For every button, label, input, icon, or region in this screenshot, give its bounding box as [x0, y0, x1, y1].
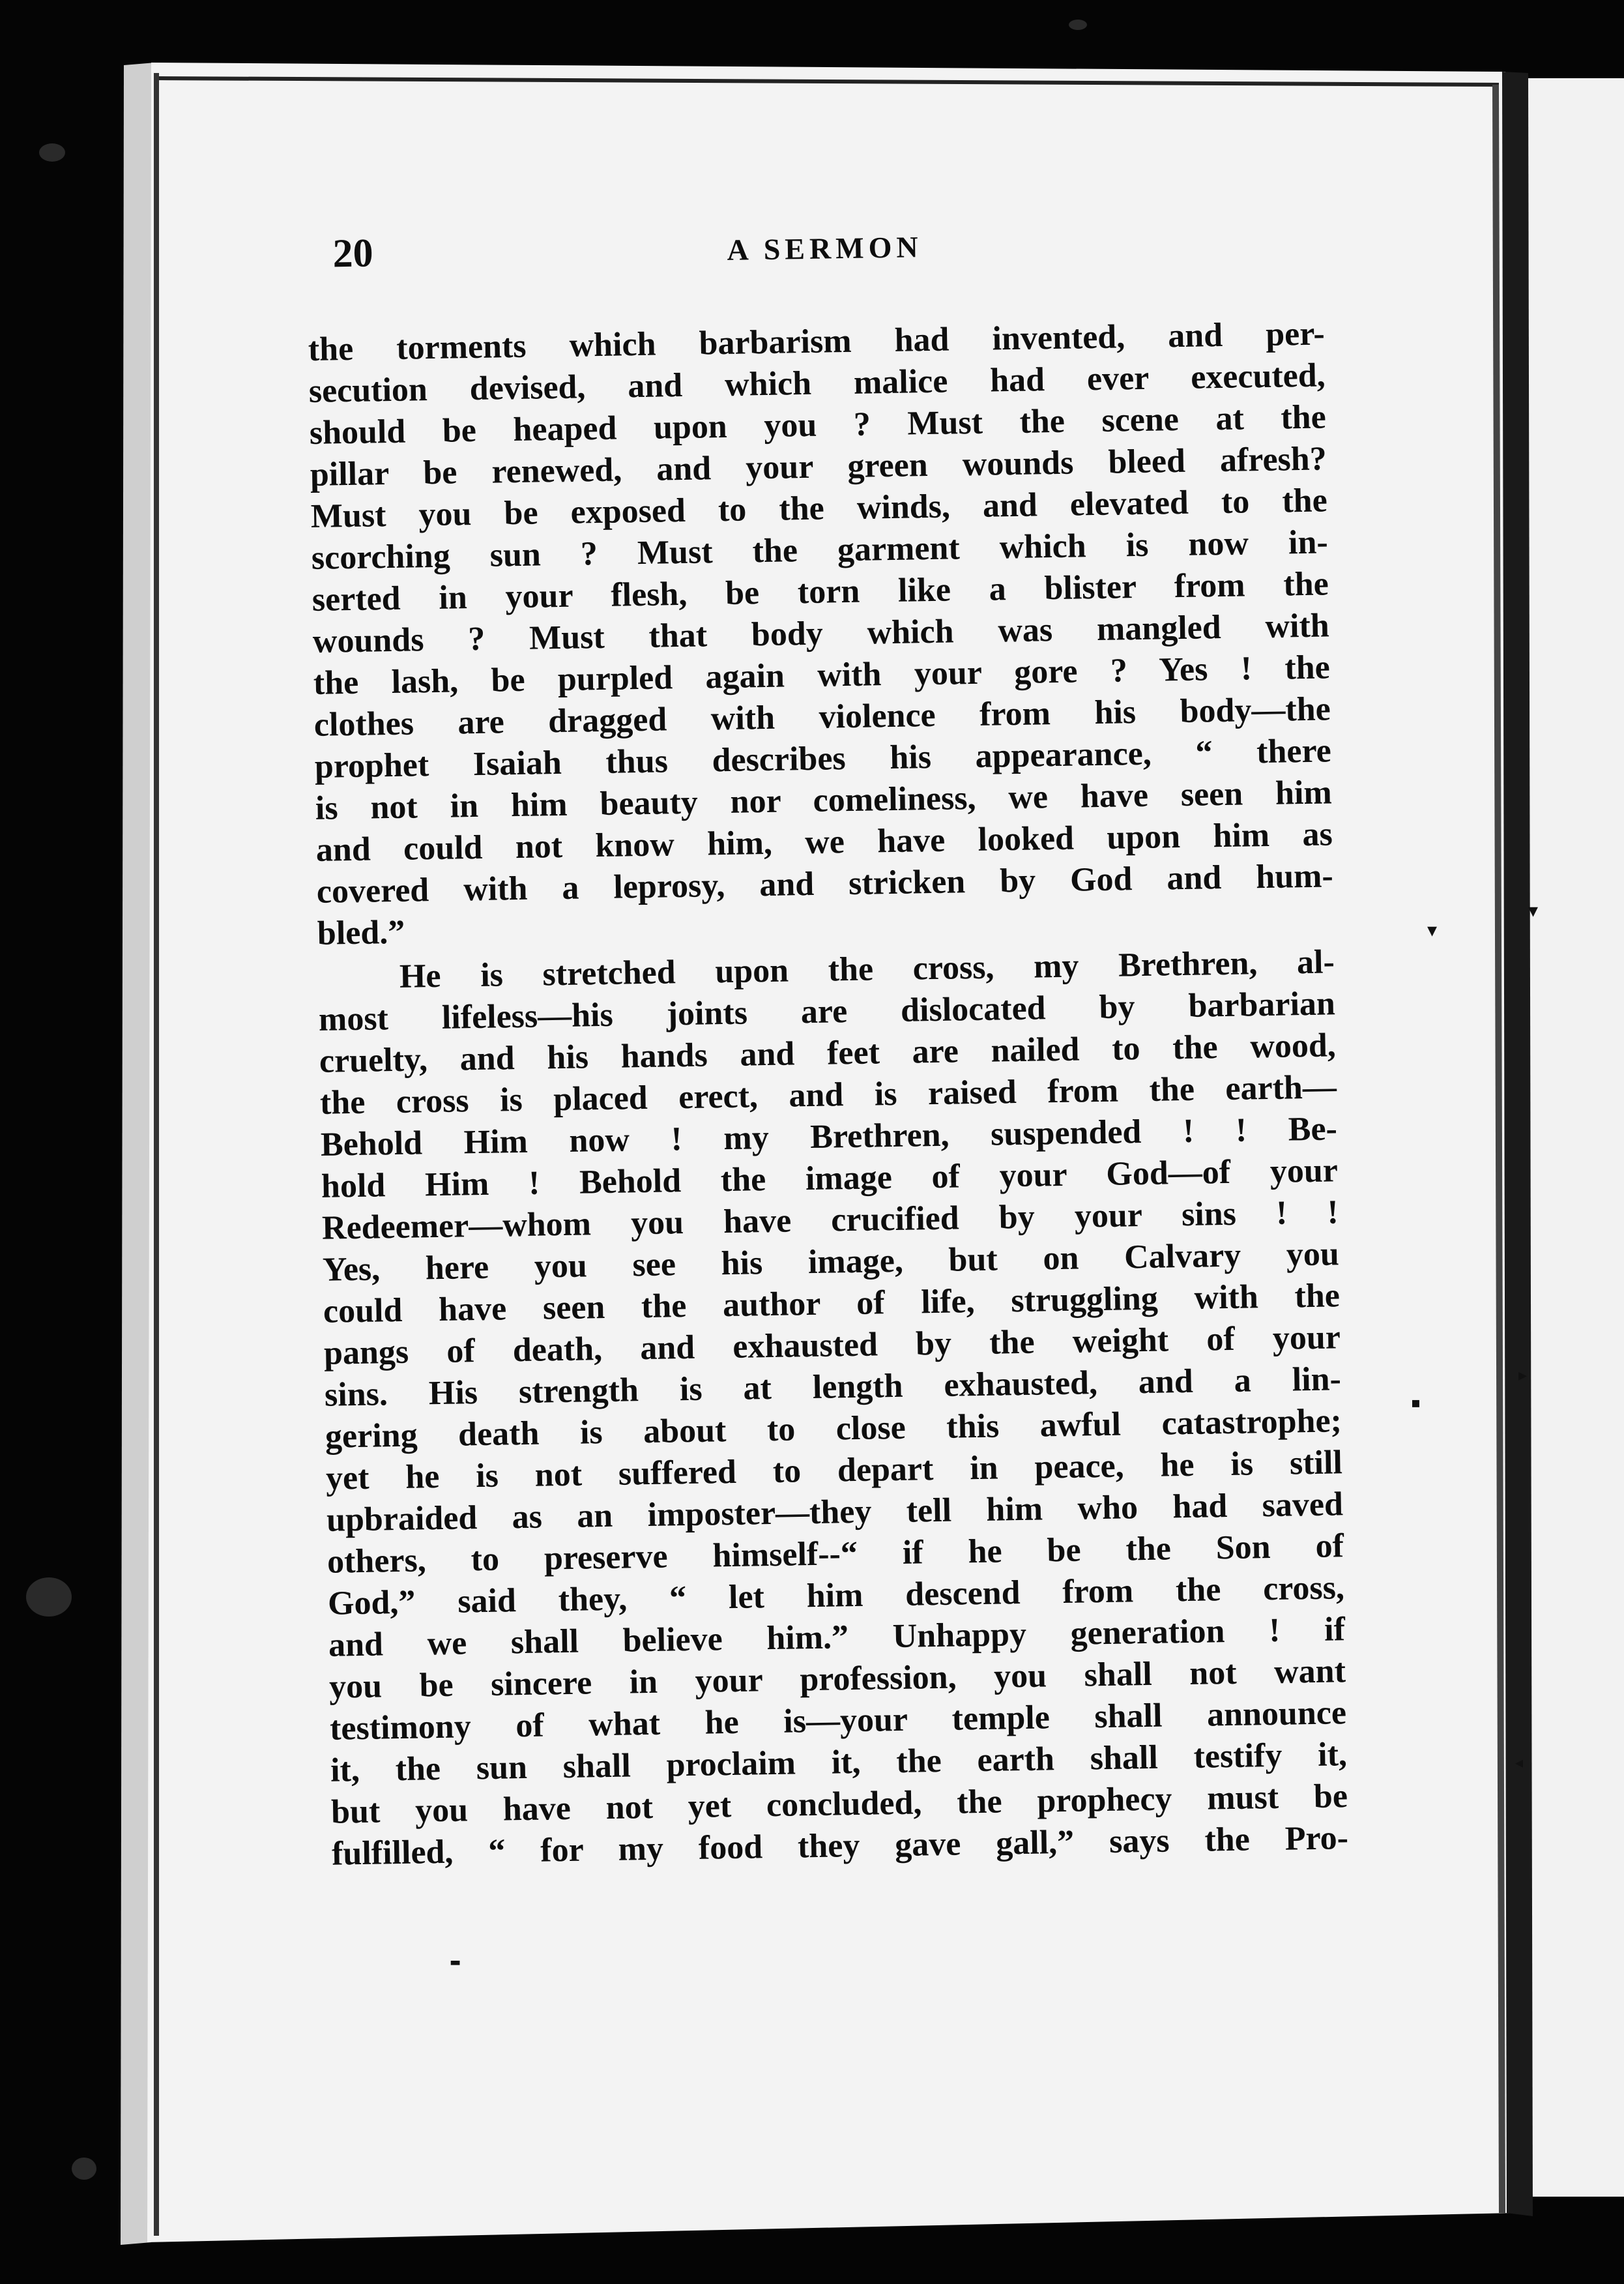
text-line: God,” said they, “ let him descend from the cross,	[327, 1569, 1345, 1622]
text-line: sins. His strength is at length exhausted, and a lin-	[324, 1360, 1342, 1414]
text-line: secution devised, and which malice had ever executed,	[308, 357, 1326, 410]
scan-speck	[39, 143, 65, 162]
running-head	[306, 215, 1324, 329]
stray-mark: ▪	[1411, 1395, 1421, 1411]
text-line: you be sincere in your profession, you shall not want	[328, 1652, 1346, 1706]
text-line: scorching sun ? Must the garment which is now in-	[311, 523, 1329, 577]
stray-mark: ◂	[1515, 1753, 1524, 1772]
text-line: should be heaped upon you ? Must the scene at the	[309, 398, 1327, 452]
text-line: Yes, here you see his image, but on Calvary you	[322, 1235, 1340, 1289]
text-line: clothes are dragged with violence from his body—the	[313, 690, 1331, 744]
text-line: bled.”	[317, 913, 405, 952]
text-line: Redeemer—whom you have crucified by your sins ! !	[321, 1193, 1339, 1247]
paragraph	[317, 941, 1348, 1875]
text-line: prophet Isaiah thus describes his appearance, “ there	[314, 732, 1332, 785]
text-line: the lash, be purpled again with your gore ? Yes ! the	[313, 649, 1331, 702]
text-line: is not in him beauty nor comeliness, we have seen him	[315, 774, 1333, 827]
text-line: most lifeless—his joints are dislocated by barbarian	[318, 985, 1336, 1038]
stray-mark: ▾	[1528, 900, 1539, 922]
text-line: Behold Him now ! my Brethren, suspended ! ! Be-	[320, 1110, 1338, 1164]
text-line: but you have not yet concluded, the prophecy must be	[330, 1778, 1348, 1831]
text-line: could have seen the author of life, struggling with the	[323, 1277, 1341, 1330]
text-line: covered with a leprosy, and stricken by God and hum-	[316, 857, 1334, 911]
text-line: fulfilled, “ for my food they gave gall,” says the Pro-	[331, 1819, 1349, 1873]
page-number: 20	[332, 231, 374, 276]
text-line: testimony of what he is—your temple shall announce	[329, 1694, 1347, 1748]
scan-speck	[26, 1577, 72, 1617]
text-line: yet he is not suffered to depart in peace, he is still	[325, 1444, 1343, 1497]
text-line: others, to preserve himself--“ if he be the Son of	[326, 1527, 1344, 1581]
text-line: Must you be exposed to the winds, and elevated to the	[310, 482, 1328, 535]
text-line: and we shall believe him.” Unhappy generation ! if	[328, 1611, 1346, 1664]
text-block	[306, 215, 1348, 1875]
text-line: pangs of death, and exhausted by the weight of your	[323, 1319, 1341, 1372]
text-line: wounds ? Must that body which was mangled with	[312, 607, 1330, 660]
running-title: A SERMON	[727, 230, 923, 267]
gutter-shadow	[1502, 72, 1533, 2216]
text-line: it, the sun shall proclaim it, the earth shall testify it,	[330, 1736, 1348, 1789]
text-line: upbraided as an imposter—they tell him who had saved	[326, 1486, 1344, 1539]
stray-mark: ▬	[450, 1955, 461, 1969]
text-line: serted in your flesh, be torn like a blister from the	[312, 565, 1329, 619]
stray-mark: ▾	[1427, 919, 1438, 942]
text-line: pillar be renewed, and your green wounds bleed afresh?	[310, 440, 1327, 493]
text-line: He is stretched upon the cross, my Brethren, al-	[399, 943, 1335, 995]
stray-mark: ▸	[1518, 1366, 1528, 1385]
scan-speck	[72, 2158, 96, 2180]
paragraph	[308, 313, 1334, 954]
text-line: hold Him ! Behold the image of your God—of your	[321, 1152, 1339, 1205]
text-line: cruelty, and his hands and feet are nailed to the wood,	[319, 1027, 1337, 1080]
text-line: the torments which barbarism had invented, and per-	[308, 315, 1326, 368]
text-line: the cross is placed erect, and is raised from the earth—	[319, 1068, 1337, 1122]
scan-speck	[1069, 20, 1087, 30]
text-line: and could not know him, we have looked upon him as	[315, 815, 1333, 869]
text-line: gering death is about to close this awful catastrophe;	[325, 1402, 1342, 1456]
